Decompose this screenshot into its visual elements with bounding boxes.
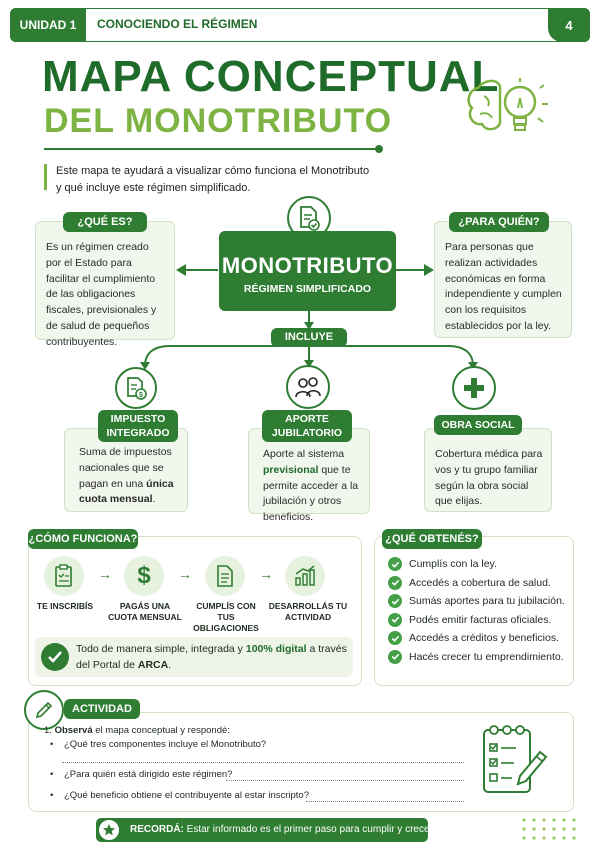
- que-es-label: ¿QUÉ ES?: [63, 212, 147, 232]
- benefit-4: Podés emitir facturas oficiales.: [409, 613, 552, 626]
- center-box: [219, 231, 396, 311]
- page-title-line2: DEL MONOTRIBUTO: [44, 102, 393, 140]
- para-quien-card: [434, 221, 572, 338]
- digital-note-text: [76, 642, 348, 674]
- arrow-icon-1: →: [98, 566, 112, 582]
- question-1-text: ¿Qué tres componentes incluye el Monotributo?: [63, 739, 267, 750]
- list-item: [388, 574, 572, 593]
- component-3-text-pre: Cobertura médica para vos y tu grupo familiar según la obra social que elijas.: [435, 448, 543, 508]
- people-icon: [286, 365, 330, 409]
- step-2-line1: PAGÁS UNA: [119, 601, 171, 611]
- arrow-icon-2: →: [178, 566, 192, 582]
- page-number: 4: [565, 17, 573, 33]
- component-1-text-bold: única cuota mensual: [79, 477, 174, 506]
- bullet: •: [50, 769, 54, 780]
- component-card-3: [424, 428, 552, 512]
- component-2-label-line1: APORTE: [285, 413, 329, 425]
- answer-line-2[interactable]: [226, 780, 464, 781]
- money-document-icon: [115, 367, 157, 409]
- arrow-icon-3: →: [259, 566, 273, 582]
- step-4-icon: [285, 556, 325, 596]
- step-4-line1: DESARROLLÁS TU: [268, 601, 348, 611]
- component-3-label-line1: OBRA SOCIAL: [441, 419, 515, 431]
- component-2-text-bold: previsional: [263, 463, 319, 476]
- check-icon: [388, 576, 402, 590]
- checklist-clipboard-icon: [478, 722, 550, 802]
- step-3-icon: [205, 556, 245, 596]
- step-1-icon: [44, 556, 84, 596]
- component-2-text-pre: Aporte al sistema: [263, 448, 345, 460]
- page-title-line1: MAPA CONCEPTUAL: [42, 52, 500, 101]
- component-label-2: [262, 410, 352, 442]
- que-es-text: Es un régimen creado por el Estado para facilitar el cumplimiento de las obligaciones fiscales, previsionales y de salud de pequeños contribuyentes.: [46, 241, 157, 348]
- check-icon: [388, 594, 402, 608]
- component-1-label-line1: IMPUESTO: [110, 413, 166, 425]
- note-bold2: ARCA: [137, 658, 169, 671]
- center-subtitle: RÉGIMEN SIMPLIFICADO: [243, 283, 372, 295]
- health-cross-icon: [452, 366, 496, 410]
- list-item: [388, 592, 572, 611]
- check-icon: [388, 613, 402, 627]
- unit-label: UNIDAD 1: [19, 18, 77, 32]
- question-2-text: ¿Para quién está dirigido este régimen?: [63, 769, 233, 780]
- step-4-label: [268, 601, 348, 623]
- footer-text: [130, 824, 435, 835]
- component-1-text-pre: Suma de impuestos nacionales que se pagan en una: [79, 446, 172, 490]
- component-label-1: [98, 410, 178, 442]
- step-3-line1: CUMPLÍS CON TUS: [196, 601, 256, 623]
- decorative-dots: [520, 816, 586, 844]
- intro-text: Este mapa te ayudará a visualizar cómo funciona el Monotributo y qué incluye este régimen simplificado.: [56, 165, 370, 194]
- question-3: [50, 790, 309, 801]
- footer-bold: RECORDÁ:: [130, 824, 184, 835]
- step-1-line1: TE INSCRIBÍS: [36, 601, 94, 611]
- instruction-bold: Observá: [54, 725, 93, 736]
- actividad-instruction: [44, 725, 230, 736]
- component-2-label-line2: JUBILATORIO: [271, 427, 343, 439]
- benefit-6: Hacés crecer tu emprendimiento.: [409, 650, 564, 663]
- para-quien-label: ¿PARA QUIÉN?: [449, 212, 549, 232]
- benefit-2: Accedés a cobertura de salud.: [409, 576, 551, 589]
- note-post: .: [168, 658, 172, 671]
- question-1: [50, 739, 266, 750]
- list-item: [388, 648, 572, 667]
- step-1-label: [30, 601, 100, 612]
- benefit-3: Sumás aportes para tu jubilación.: [409, 595, 565, 608]
- que-obtenes-label: ¿QUÉ OBTENÉS?: [382, 529, 482, 549]
- center-title: MONOTRIBUTO: [221, 253, 394, 278]
- star-icon: [97, 818, 121, 842]
- step-2-label: [108, 601, 182, 623]
- answer-line-3[interactable]: [306, 801, 464, 802]
- component-2-text-post: que te permite acceder a la jubilación y otros beneficios.: [263, 463, 359, 523]
- component-label-3: [434, 415, 522, 435]
- pencil-icon: [24, 690, 64, 730]
- check-icon: [388, 557, 402, 571]
- check-icon: [388, 650, 402, 664]
- component-1-text-post: .: [152, 493, 156, 506]
- footer-rest: Estar informado es el primer paso para cumplir y crecer.: [183, 824, 436, 835]
- note-pre: Todo de manera simple, integrada y: [76, 643, 246, 655]
- note-bold: 100% digital: [245, 643, 307, 655]
- step-3-label: [187, 601, 265, 634]
- instruction-num: 1.: [44, 725, 52, 736]
- step-3-line2: OBLIGACIONES: [193, 623, 259, 634]
- que-obtenes-list: [388, 555, 572, 666]
- step-2-icon: $: [124, 556, 164, 596]
- bullet: •: [50, 739, 54, 750]
- note-mid: a través del Portal de: [76, 643, 347, 671]
- step-2-line2: CUOTA MENSUAL: [108, 612, 182, 623]
- header-subtitle: CONOCIENDO EL RÉGIMEN: [97, 17, 258, 31]
- como-funciona-label: ¿CÓMO FUNCIONA?: [28, 529, 138, 549]
- actividad-label: ACTIVIDAD: [64, 699, 140, 719]
- includes-label: INCLUYE: [271, 328, 347, 347]
- question-2: [50, 769, 232, 780]
- note-check-icon: [41, 643, 69, 671]
- benefit-1: Cumplís con la ley.: [409, 558, 497, 571]
- step-4-line2: ACTIVIDAD: [284, 612, 332, 623]
- svg-text:$: $: [139, 392, 143, 399]
- check-icon: [388, 631, 402, 645]
- instruction-rest: el mapa conceptual y respondé:: [92, 725, 230, 736]
- para-quien-text: Para personas que realizan actividades económicas en forma independiente y cumplen con los requisitos establecidos por la ley.: [445, 241, 562, 332]
- que-es-card: [35, 221, 175, 348]
- question-3-text: ¿Qué beneficio obtiene el contribuyente al estar inscripto?: [63, 790, 310, 801]
- list-item: [388, 555, 572, 574]
- benefit-5: Accedés a créditos y beneficios.: [409, 632, 559, 645]
- list-item: [388, 611, 572, 630]
- list-item: [388, 629, 572, 648]
- component-1-label-line2: INTEGRADO: [106, 427, 170, 439]
- bullet: •: [50, 790, 54, 801]
- answer-line-1[interactable]: [62, 762, 464, 763]
